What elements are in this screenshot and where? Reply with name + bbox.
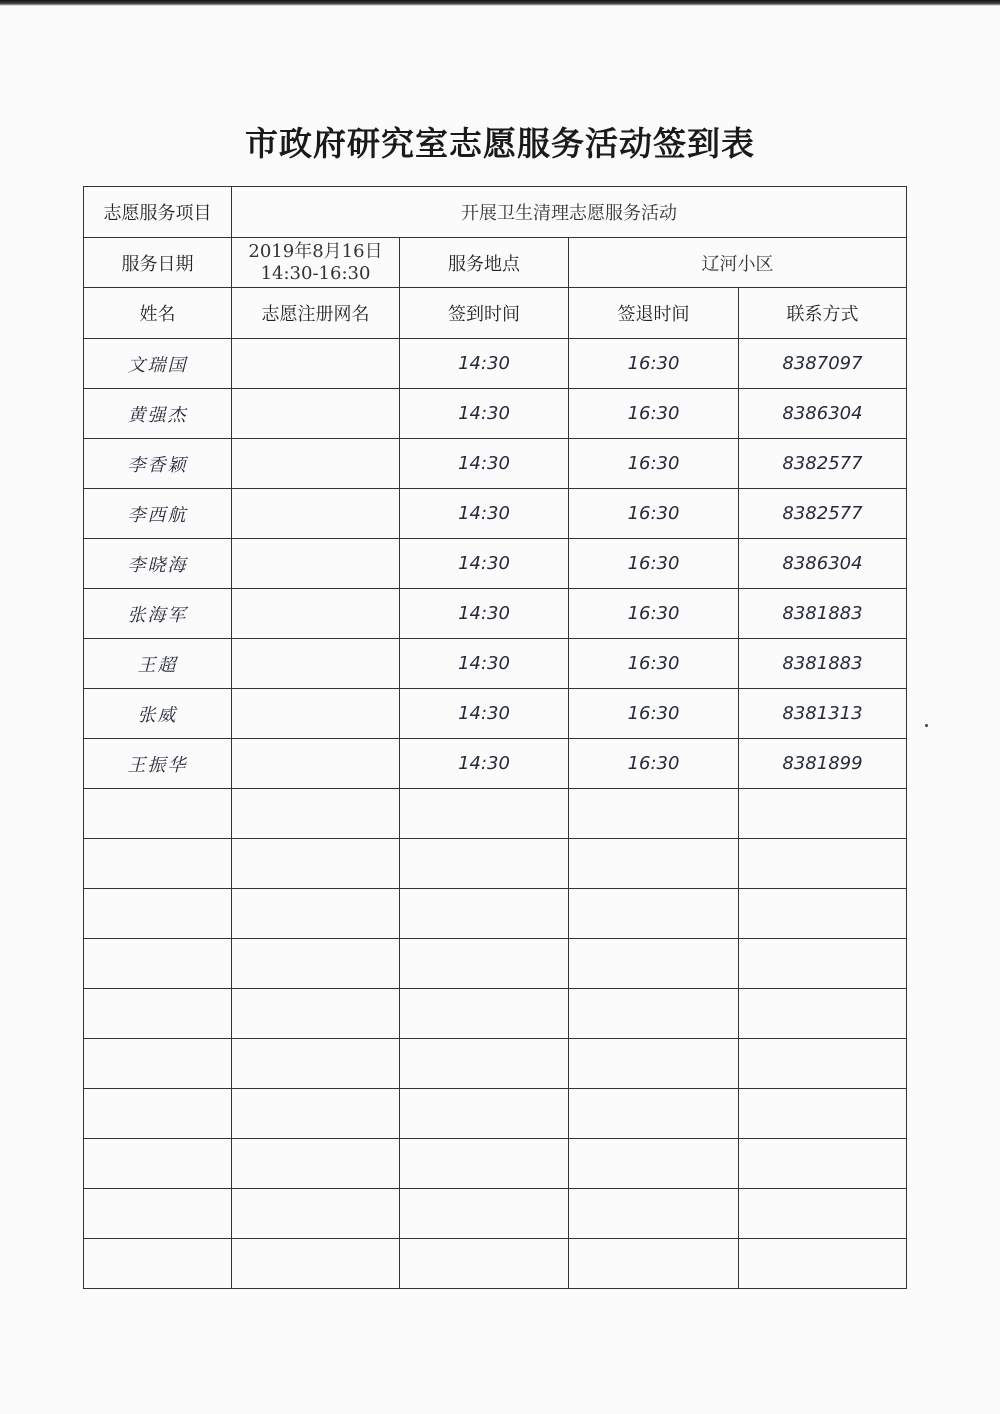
contact-cell	[739, 789, 907, 839]
sign-in-cell: 14:30	[400, 589, 569, 639]
scan-edge	[0, 0, 1000, 6]
scan-speck	[925, 724, 928, 727]
project-row	[84, 187, 907, 238]
sign-out-cell	[569, 1189, 739, 1239]
table-row	[84, 639, 907, 689]
sign-out-cell: 16:30	[569, 689, 739, 739]
contact-cell	[739, 1189, 907, 1239]
contact-cell	[739, 1139, 907, 1189]
netname-cell	[232, 389, 400, 439]
table-row	[84, 739, 907, 789]
sign-in-cell	[400, 989, 569, 1039]
contact-cell: 8382577	[739, 489, 907, 539]
contact-cell	[739, 889, 907, 939]
table-row	[84, 789, 907, 839]
sign-out-cell	[569, 1239, 739, 1289]
sign-out-cell: 16:30	[569, 589, 739, 639]
contact-cell	[739, 1239, 907, 1289]
name-cell	[84, 789, 232, 839]
contact-cell: 8381899	[739, 739, 907, 789]
name-cell: 文瑞国	[84, 339, 232, 389]
col-header-contact: 联系方式	[739, 288, 907, 339]
sign-out-cell: 16:30	[569, 739, 739, 789]
contact-cell	[739, 1089, 907, 1139]
table-row	[84, 389, 907, 439]
table-row	[84, 439, 907, 489]
sign-in-cell: 14:30	[400, 489, 569, 539]
name-cell: 黄强杰	[84, 389, 232, 439]
col-header-netname: 志愿注册网名	[232, 288, 400, 339]
col-header-sign-out: 签退时间	[569, 288, 739, 339]
netname-cell	[232, 939, 400, 989]
table-row	[84, 939, 907, 989]
netname-cell	[232, 1239, 400, 1289]
sign-out-cell: 16:30	[569, 439, 739, 489]
sign-in-cell	[400, 889, 569, 939]
contact-cell	[739, 989, 907, 1039]
sign-out-cell: 16:30	[569, 389, 739, 439]
date-value	[232, 238, 400, 288]
table-row	[84, 489, 907, 539]
netname-cell	[232, 1089, 400, 1139]
sign-out-cell: 16:30	[569, 639, 739, 689]
sign-in-cell: 14:30	[400, 689, 569, 739]
sign-in-cell	[400, 1139, 569, 1189]
netname-cell	[232, 739, 400, 789]
name-cell	[84, 989, 232, 1039]
name-cell	[84, 839, 232, 889]
date-label: 服务日期	[84, 238, 232, 288]
name-cell: 王振华	[84, 739, 232, 789]
sign-in-cell: 14:30	[400, 639, 569, 689]
netname-cell	[232, 339, 400, 389]
sign-in-cell: 14:30	[400, 539, 569, 589]
contact-cell: 8381313	[739, 689, 907, 739]
sign-out-cell	[569, 1089, 739, 1139]
contact-cell	[739, 1039, 907, 1089]
sign-in-cell	[400, 939, 569, 989]
table-row	[84, 1039, 907, 1089]
contact-cell	[739, 939, 907, 989]
netname-cell	[232, 839, 400, 889]
date-line-2: 14:30-16:30	[260, 262, 371, 284]
netname-cell	[232, 589, 400, 639]
sign-out-cell	[569, 1039, 739, 1089]
sign-out-cell	[569, 939, 739, 989]
sign-out-cell	[569, 789, 739, 839]
netname-cell	[232, 789, 400, 839]
sign-out-cell: 16:30	[569, 339, 739, 389]
sign-in-cell	[400, 789, 569, 839]
contact-cell	[739, 839, 907, 889]
name-cell	[84, 1039, 232, 1089]
table-row	[84, 539, 907, 589]
table-row	[84, 989, 907, 1039]
name-cell	[84, 1239, 232, 1289]
netname-cell	[232, 489, 400, 539]
date-line-1: 2019年8月16日	[248, 240, 383, 262]
name-cell	[84, 939, 232, 989]
contact-cell: 8381883	[739, 589, 907, 639]
sign-out-cell	[569, 1139, 739, 1189]
table-row	[84, 1089, 907, 1139]
sign-in-cell: 14:30	[400, 339, 569, 389]
project-value: 开展卫生清理志愿服务活动	[232, 187, 907, 238]
sign-in-cell	[400, 839, 569, 889]
sign-in-cell	[400, 1239, 569, 1289]
sign-in-cell	[400, 1039, 569, 1089]
contact-cell: 8386304	[739, 539, 907, 589]
project-label: 志愿服务项目	[84, 187, 232, 238]
table-row	[84, 1139, 907, 1189]
sign-out-cell	[569, 889, 739, 939]
netname-cell	[232, 889, 400, 939]
sign-in-cell: 14:30	[400, 439, 569, 489]
sign-out-cell	[569, 839, 739, 889]
table-row	[84, 339, 907, 389]
contact-cell: 8381883	[739, 639, 907, 689]
place-value: 辽河小区	[569, 238, 907, 288]
table-row	[84, 589, 907, 639]
table-row	[84, 1189, 907, 1239]
sign-in-cell	[400, 1189, 569, 1239]
name-cell: 李香颖	[84, 439, 232, 489]
sign-in-table	[83, 186, 907, 1289]
contact-cell: 8387097	[739, 339, 907, 389]
name-cell	[84, 1089, 232, 1139]
page-title: 市政府研究室志愿服务活动签到表	[245, 124, 755, 163]
contact-cell: 8386304	[739, 389, 907, 439]
sign-in-cell: 14:30	[400, 389, 569, 439]
name-cell: 李西航	[84, 489, 232, 539]
name-cell: 王超	[84, 639, 232, 689]
name-cell: 张海军	[84, 589, 232, 639]
column-header-row	[84, 288, 907, 339]
col-header-sign-in: 签到时间	[400, 288, 569, 339]
netname-cell	[232, 439, 400, 489]
place-label: 服务地点	[400, 238, 569, 288]
netname-cell	[232, 989, 400, 1039]
table-row	[84, 839, 907, 889]
netname-cell	[232, 689, 400, 739]
sign-out-cell	[569, 989, 739, 1039]
netname-cell	[232, 1189, 400, 1239]
netname-cell	[232, 539, 400, 589]
contact-cell: 8382577	[739, 439, 907, 489]
name-cell	[84, 889, 232, 939]
table-row	[84, 889, 907, 939]
netname-cell	[232, 1039, 400, 1089]
netname-cell	[232, 639, 400, 689]
col-header-name: 姓名	[84, 288, 232, 339]
service-row	[84, 238, 907, 288]
sign-in-cell	[400, 1089, 569, 1139]
name-cell	[84, 1189, 232, 1239]
name-cell: 张威	[84, 689, 232, 739]
table-row	[84, 1239, 907, 1289]
sign-in-cell: 14:30	[400, 739, 569, 789]
sign-out-cell: 16:30	[569, 489, 739, 539]
name-cell: 李晓海	[84, 539, 232, 589]
sign-out-cell: 16:30	[569, 539, 739, 589]
netname-cell	[232, 1139, 400, 1189]
table-row	[84, 689, 907, 739]
name-cell	[84, 1139, 232, 1189]
